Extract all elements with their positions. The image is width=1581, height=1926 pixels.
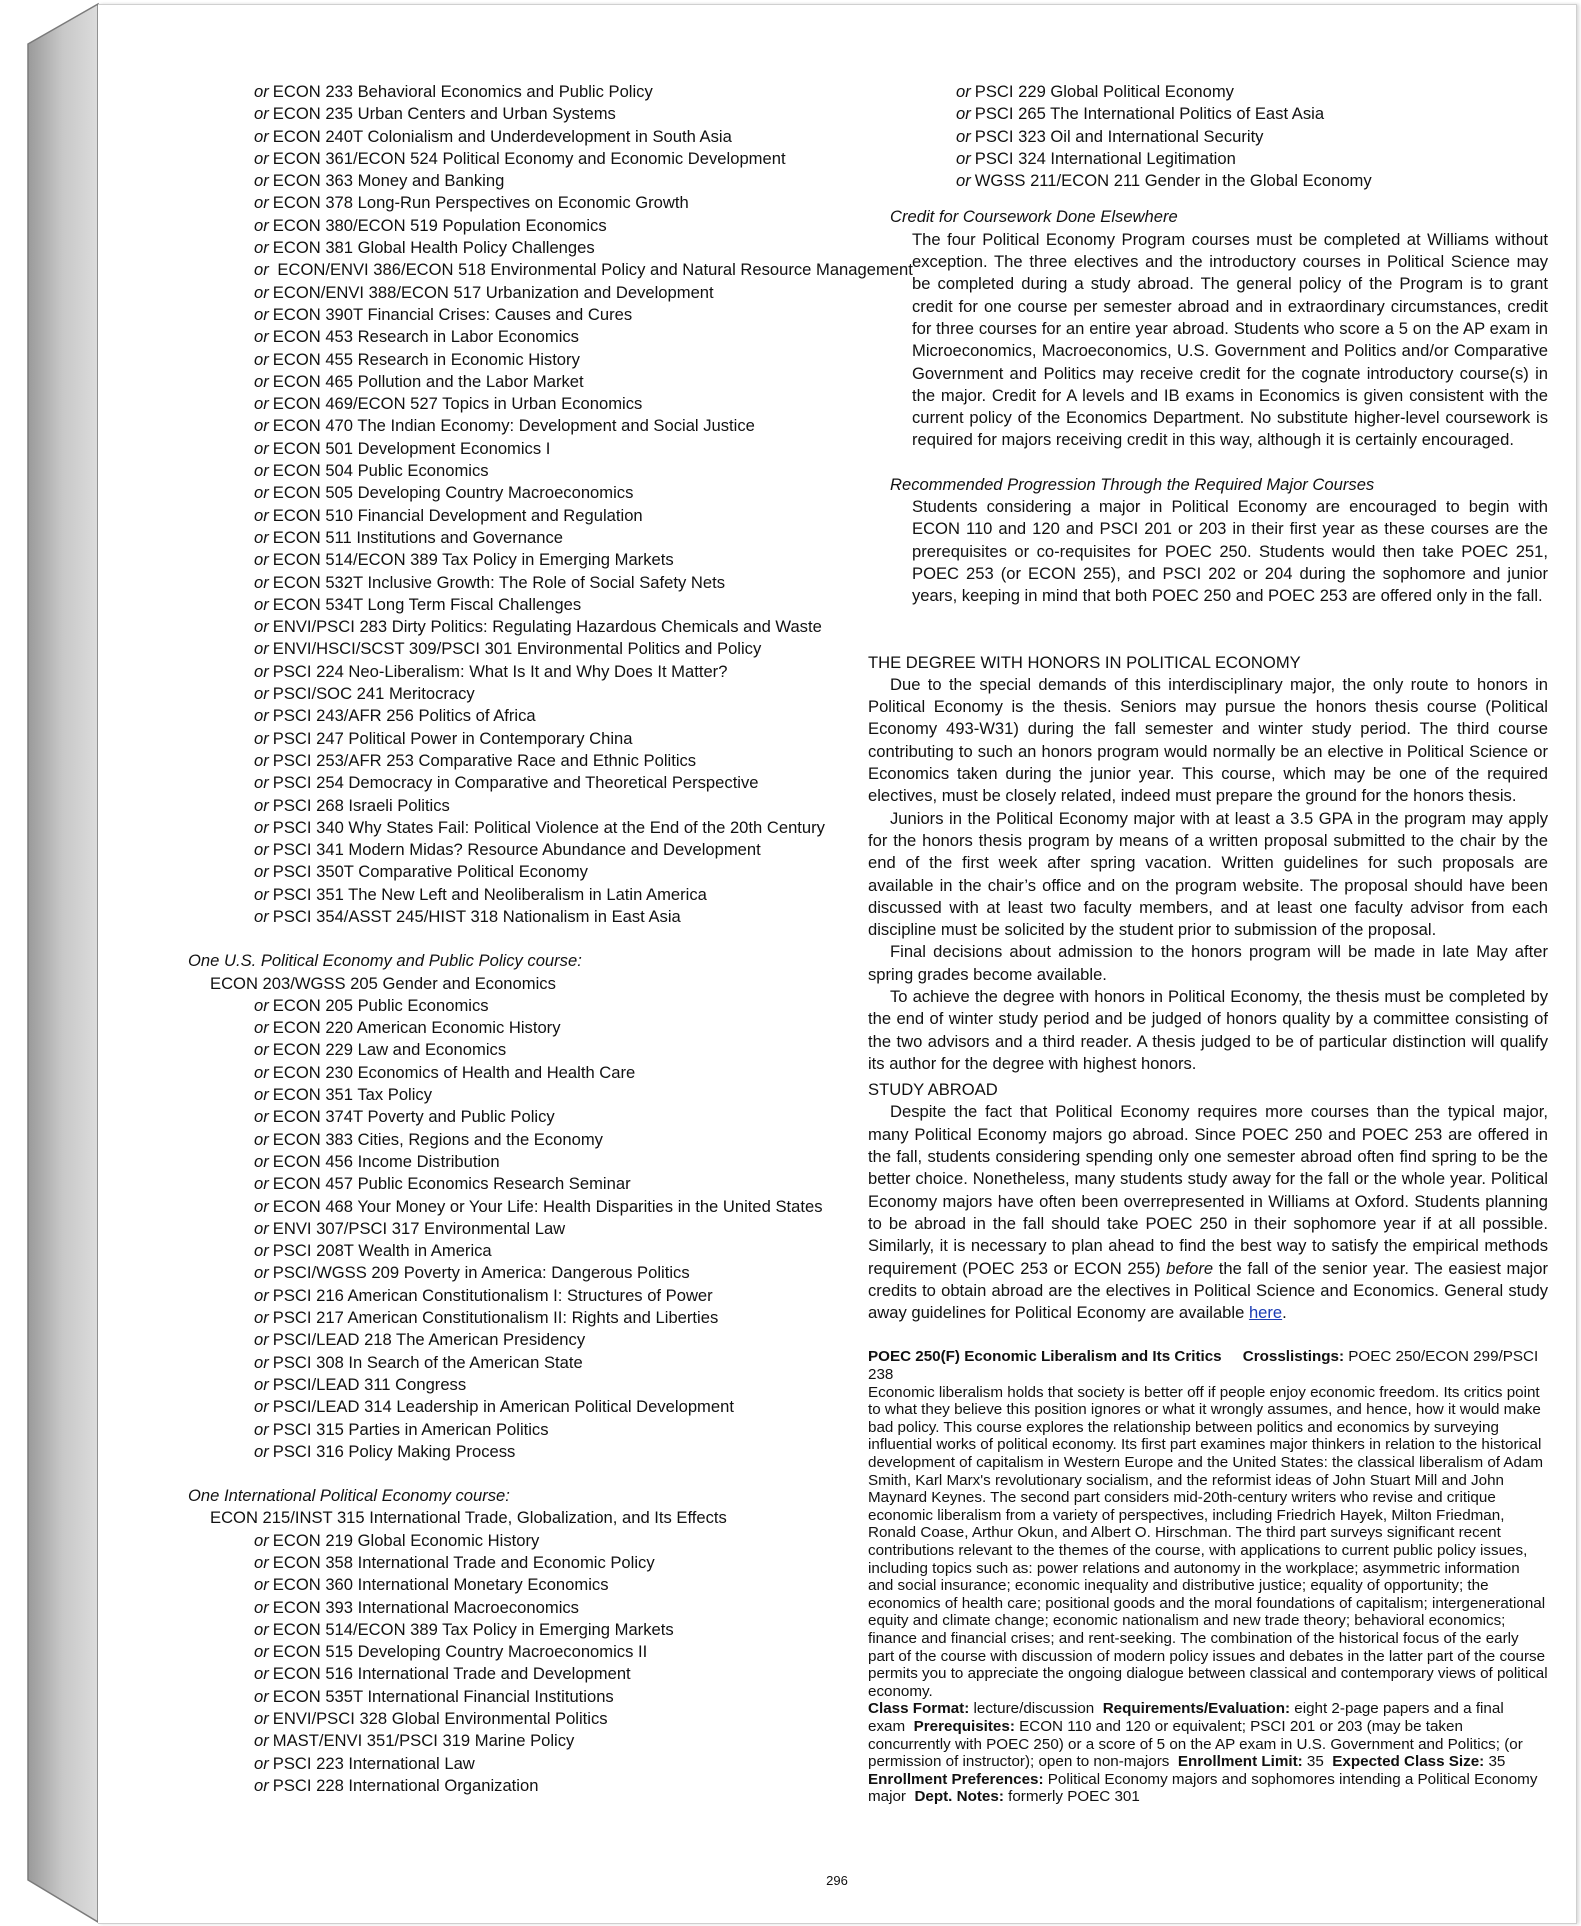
course-entry: ECON 515 Developing Country Macroeconomics II [272,1642,648,1662]
course-entry: ECON 456 Income Distribution [272,1151,500,1171]
course-entry: PSCI 208T Wealth in America [272,1241,492,1261]
course-entry: ECON 532T Inclusive Growth: The Role of Social Safety Nets [272,572,725,592]
course-entry: WGSS 211/ECON 211 Gender in the Global Economy [974,171,1372,191]
course-entry: PSCI 324 International Legitimation [974,148,1236,168]
or-label: or [956,171,971,191]
or-label: or [254,304,269,324]
course-entry: ECON 229 Law and Economics [272,1040,507,1060]
list-item [188,572,940,594]
list-item [188,1352,940,1374]
or-label: or [254,104,269,124]
or-label: or [254,327,269,347]
course-entry: ECON 505 Developing Country Macroeconomics [272,483,634,503]
progression-heading: Recommended Progression Through the Required Major Courses [890,474,1375,494]
page-number: 296 [826,1873,848,1888]
course-description: Economic liberalism holds that society is better off if people enjoy economic freedom. Its critics point to what they believe this position ignores or what it wrongly assumes, and hence, how it would make bad policy. This course explores the relationship between politics and economics by surveying influential works of political economy. Its first part examines major thinkers in relation to the historical development of capitalism in Western Europe and the United States: the classical liberalism of Adam Smith, Karl Marx's revolutionary socialism, and the reformist ideas of John Stuart Mill and John Maynard Keynes. The second part considers mid-20th-century writers who revise and critique economic liberalism from a variety of perspectives, including Friedrich Hayek, Milton Friedman, Ronald Coase, Arthur Okun, and Albert O. Hirschman. The third part surveys significant recent contributions relevant to the themes of the course, with applications to current public policy issues, including topics such as: power relations and autonomy in the workplace; asymmetric information and social insurance; economic inequality and distributive justice; equality of opportunity; the economics of health care; positional goods and the moral foundations of capitalism; intergenerational equity and climate change; economic nationalism and new trade theory; behavioral economics; finance and financial crises; and rent-seeking. The combination of the historical focus of the early part of the course with discussion of modern policy issues and debates in the latter part of the course permits you to appreciate the ongoing dialogue between classical and contemporary views of political economy. [868,1383,1548,1700]
list-item [188,1619,940,1641]
list-item [188,772,940,794]
list-item [188,215,940,237]
course-entry: ENVI 307/PSCI 317 Environmental Law [272,1218,566,1238]
list-item [188,795,940,817]
or-label: or [254,684,269,704]
list-item [188,728,940,750]
list-item [188,1530,940,1552]
or-label: or [254,817,269,837]
list-item [188,817,940,839]
or-label: or [254,1374,269,1394]
course-entry: ECON 504 Public Economics [272,461,489,481]
honors-paragraph-2: Juniors in the Political Economy major with at least a 3.5 GPA in the program may apply for the honors thesis program by means of a written proposal submitted to the chair by the end of the first week after spring vacation. Written guidelines for such proposals are available in the chair’s office and on the program website. The proposal should have been discussed with at least two faculty members, and at least one faculty advisor from each discipline must be solicited by the student prior to submission of the proposal. [868,808,1548,940]
list-item [188,1084,940,1106]
or-label: or [254,1597,269,1617]
list-item [188,1151,940,1173]
intl-section-heading: One International Political Economy course: [188,1486,510,1506]
or-label: or [254,1352,269,1372]
or-label: or [254,1218,269,1238]
course-entry: ECON 380/ECON 519 Population Economics [272,215,607,235]
course-entry: ECON 390T Financial Crises: Causes and Cures [272,304,633,324]
course-entry: ECON 469/ECON 527 Topics in Urban Economics [272,394,643,414]
or-label: or [254,1308,269,1328]
course-entry: PSCI 243/AFR 256 Politics of Africa [272,706,536,726]
list-item [188,884,940,906]
list-item [188,527,940,549]
or-label: or [254,1040,269,1060]
list-item [188,259,940,281]
course-entry: ECON 378 Long-Run Perspectives on Economic Growth [272,193,689,213]
list-item [868,148,1548,170]
list-item [188,326,940,348]
course-entry: ECON 511 Institutions and Governance [272,527,564,547]
list-item [188,1129,940,1151]
course-entry: ECON 361/ECON 524 Political Economy and Economic Development [272,148,786,168]
course-title: POEC 250(F) Economic Liberalism and Its Critics Crosslistings: POEC 250/ECON 299/PSCI 238 [868,1348,1539,1384]
list-item [188,282,940,304]
or-label: or [254,1174,269,1194]
or-label: or [254,527,269,547]
list-item [188,1062,940,1084]
or-label: or [254,995,269,1015]
intl-first-course: ECON 215/INST 315 International Trade, Globalization, and Its Effects [210,1508,727,1528]
list-item [188,1686,940,1708]
course-entry: PSCI 316 Policy Making Process [272,1441,516,1461]
course-entry: ECON/ENVI 386/ECON 518 Environmental Policy and Natural Resource Management [277,260,913,280]
or-label: or [254,1129,269,1149]
or-label: or [254,1085,269,1105]
course-entry: ECON 470 The Indian Economy: Development and Social Justice [272,416,755,436]
list-item [188,1106,940,1128]
or-label: or [254,260,269,280]
or-label: or [254,416,269,436]
or-label: or [254,1753,269,1773]
course-entry: PSCI 315 Parties in American Politics [272,1419,549,1439]
or-label: or [254,394,269,414]
list-item [188,1663,940,1685]
course-entry: PSCI 350T Comparative Political Economy [272,862,588,882]
honors-paragraph-3: Final decisions about admission to the honors program will be made in late May after spring grades become available. [868,942,1548,984]
course-entry: ECON 383 Cities, Regions and the Economy [272,1129,603,1149]
or-label: or [254,906,269,926]
course-entry: PSCI 253/AFR 253 Comparative Race and Ethnic Politics [272,750,697,770]
list-item [188,1552,940,1574]
list-item [188,1574,940,1596]
or-label: or [254,1151,269,1171]
or-label: or [254,461,269,481]
or-label: or [956,104,971,124]
list-item [188,170,940,192]
course-entry: PSCI 341 Modern Midas? Resource Abundance and Development [272,840,761,860]
or-label: or [254,1330,269,1350]
course-entry: PSCI/SOC 241 Meritocracy [272,684,475,704]
or-label: or [254,1575,269,1595]
or-label: or [254,1530,269,1550]
list-item [188,1374,940,1396]
credit-text: The four Political Economy Program courses must be completed at Williams without exception. The three electives and the introductory courses in Political Science may be completed during a study abroad. The general policy of the Program is to grant credit for one course per semester abroad and in extraordinary circumstances, credit for three courses for an entire year abroad. Students who score a 5 on the AP exam in Microeconomics, Macroeconomics, U.S. Government and Politics and/or Comparative Government and Politics may receive credit for the cognate introductory course(s) in the major. Credit for A levels and IB exams in Economics is given consistent with the current policy of the Economics Department. No substitute higher-level coursework is required for majors receiving credit in this way, although it is certainly encouraged. [912,229,1548,450]
list-item [188,1730,940,1752]
or-label: or [254,1619,269,1639]
course-entry: ENVI/HSCI/SCST 309/PSCI 301 Environmental Politics and Policy [272,639,762,659]
or-label: or [254,594,269,614]
progression-text: Students considering a major in Political Economy are encouraged to begin with ECON 110 and 120 and PSCI 201 or 203 in their first year as these courses are the prerequisites or co-requisites for POEC 250. Students would then take POEC 251, POEC 253 (or ECON 255), and PSCI 202 or 204 during the sophomore and junior years, keeping in mind that both POEC 250 and POEC 253 are offered only in the fall. [912,497,1548,606]
or-label: or [956,148,971,168]
course-entry: PSCI 247 Political Power in Contemporary China [272,728,633,748]
or-label: or [254,438,269,458]
or-label: or [254,171,269,191]
us-course-list [188,995,940,1463]
list-item [188,1775,940,1797]
book-spine-edge [0,0,100,1926]
course-entry: ENVI/PSCI 328 Global Environmental Politics [272,1709,608,1729]
course-entry: PSCI 265 The International Politics of East Asia [974,104,1325,124]
list-item [188,750,940,772]
course-entry: ECON 514/ECON 389 Tax Policy in Emerging Markets [272,1619,674,1639]
right-column [868,81,1548,1806]
study-abroad-text: Despite the fact that Political Economy requires more courses than the typical major, many Political Economy majors go abroad. Since POEC 250 and POEC 253 are offered in the fall, students considering spending only one semester abroad often find spring to be the better choice. Nonetheless, many students study away for the fall or the whole year. Political Economy majors have often been overrepresented in Williams at Oxford. Students planning to be abroad in the fall should take POEC 250 in their sophomore year if at all possible. Similarly, it is necessary to plan ahead to find the best way to satisfy the empirical methods requirement (POEC 253 or ECON 255) before the fall of the senior year. The easiest major credits to obtain abroad are the electives in Political Science and Economics. General study away guidelines for Political Economy are available here. [868,1102,1548,1323]
study-abroad-heading: STUDY ABROAD [868,1080,998,1100]
honors-heading: THE DEGREE WITH HONORS IN POLITICAL ECONOMY [868,652,1301,672]
course-entry: ECON 220 American Economic History [272,1018,561,1038]
course-entry: ECON 535T International Financial Institutions [272,1686,614,1706]
elective-list [188,81,940,259]
list-item [868,126,1548,148]
or-label: or [254,1285,269,1305]
list-item [188,103,940,125]
or-label: or [254,82,269,101]
us-first-course: ECON 203/WGSS 205 Gender and Economics [210,973,556,993]
or-label: or [254,840,269,860]
course-entry: PSCI 217 American Constitutionalism II: Rights and Liberties [272,1308,719,1328]
course-entry: ECON 455 Research in Economic History [272,349,580,369]
course-entry: ECON/ENVI 388/ECON 517 Urbanization and Development [272,282,714,302]
or-label: or [254,505,269,525]
or-label: or [254,728,269,748]
or-label: or [254,193,269,213]
or-label: or [254,550,269,570]
course-entry: MAST/ENVI 351/PSCI 319 Marine Policy [272,1731,575,1751]
or-label: or [254,1419,269,1439]
course-entry: ECON 205 Public Economics [272,995,489,1015]
list-item [188,371,940,393]
course-entry: PSCI 223 International Law [272,1753,475,1773]
course-entry: PSCI 254 Democracy in Comparative and Theoretical Perspective [272,773,759,793]
list-item [188,237,940,259]
list-item [188,482,940,504]
or-label: or [254,1553,269,1572]
credit-heading: Credit for Coursework Done Elsewhere [890,207,1178,227]
course-entry: ECON 374T Poverty and Public Policy [272,1107,555,1127]
list-item [188,304,940,326]
left-column [188,81,940,1797]
course-entry: ECON 516 International Trade and Development [272,1664,631,1684]
course-entry: PSCI 308 In Search of the American State [272,1352,583,1372]
course-entry: ECON 393 International Macroeconomics [272,1597,579,1617]
or-label: or [254,1397,269,1417]
or-label: or [254,126,269,146]
list-item [188,1753,940,1775]
intl-course-list [188,1530,940,1798]
list-item [188,1329,940,1351]
course-entry: ECON 235 Urban Centers and Urban Systems [272,104,616,124]
or-label: or [254,282,269,302]
list-item [868,170,1548,192]
list-item [188,1262,940,1284]
list-item [188,906,940,928]
course-entry: ECON 360 International Monetary Economics [272,1575,609,1595]
or-label: or [254,862,269,882]
elective-list [188,282,940,929]
course-entry: ECON 233 Behavioral Economics and Public Policy [272,82,653,101]
list-item [188,1396,940,1418]
list-item [188,192,940,214]
or-label: or [254,1642,269,1662]
honors-paragraph-1: Due to the special demands of this interdisciplinary major, the only route to honors in Political Economy is the thesis. Seniors may pursue the honors thesis course (Political Economy 493-W31) during the fall semester and winter study period. The third course contributing to such an honors program would normally be an elective in Political Science or Economics taken during the junior year. This course, which may be one of the required electives, must be closely related, indeed must prepare the ground for the honors thesis. [868,674,1548,806]
list-item [188,1708,940,1730]
list-item [188,661,940,683]
or-label: or [254,661,269,681]
or-label: or [254,706,269,726]
list-item [188,415,940,437]
course-entry: PSCI 351 The New Left and Neoliberalism in Latin America [272,884,707,904]
list-item [188,683,940,705]
or-label: or [254,617,269,637]
course-details: Class Format: lecture/discussion Requirements/Evaluation: eight 2-page papers and a final exam Prerequisites: ECON 110 and 120 or equivalent; PSCI 201 or 203 (may be taken concurrently with POEC 250) or a score of 5 on the AP exam in U.S. Government and Politics; (or permission of instructor); open to non-majors Enrollment Limit: 35 Expected Class Size: 35 Enrollment Preferences: Political Economy majors and sophomores intending a Political Economy major Dept. Notes: formerly POEC 301 [868,1700,1538,1806]
course-entry: ECON 514/ECON 389 Tax Policy in Emerging Markets [272,550,674,570]
list-item [188,995,940,1017]
or-label: or [254,371,269,391]
course-entry: ECON 358 International Trade and Economic Policy [272,1553,655,1572]
list-item [188,705,940,727]
or-label: or [956,82,971,101]
or-label: or [254,884,269,904]
or-label: or [254,572,269,592]
or-label: or [254,1775,269,1795]
list-item [188,839,940,861]
or-label: or [254,1196,269,1216]
list-item [868,103,1548,125]
course-entry: PSCI 229 Global Political Economy [974,82,1234,101]
course-entry: ECON 381 Global Health Policy Challenges [272,238,595,258]
list-item [188,594,940,616]
or-label: or [254,148,269,168]
list-item [188,81,940,103]
list-item [188,1039,940,1061]
course-entry: ECON 510 Financial Development and Regulation [272,505,643,525]
course-entry: ECON 351 Tax Policy [272,1085,433,1105]
course-entry: ECON 534T Long Term Fiscal Challenges [272,594,582,614]
course-entry: PSCI 228 International Organization [272,1775,539,1795]
or-label: or [254,750,269,770]
list-item [188,1240,940,1262]
list-item [188,1173,940,1195]
or-label: or [254,1686,269,1706]
or-label: or [254,1107,269,1127]
global-course-list [868,81,1548,192]
or-label: or [254,1263,269,1283]
list-item [188,1597,940,1619]
or-label: or [254,215,269,235]
course-entry: PSCI/LEAD 314 Leadership in American Political Development [272,1397,734,1417]
course-entry: ECON 501 Development Economics I [272,438,551,458]
or-label: or [254,795,269,815]
or-label: or [254,483,269,503]
list-item [188,549,940,571]
honors-paragraph-4: To achieve the degree with honors in Political Economy, the thesis must be completed by the end of winter study period and be judged of honors quality by a committee consisting of the two advisors and a third reader. A thesis judged to be of particular distinction will qualify its author for the degree with highest honors. [868,986,1548,1073]
course-entry: ECON 363 Money and Banking [272,171,505,191]
or-label: or [254,1241,269,1261]
course-entry: PSCI/WGSS 209 Poverty in America: Dangerous Politics [272,1263,690,1283]
or-label: or [254,1441,269,1461]
list-item [188,438,940,460]
list-item [188,1441,940,1463]
or-label: or [254,639,269,659]
course-entry: PSCI 354/ASST 245/HIST 318 Nationalism in East Asia [272,906,681,926]
course-entry: ECON 457 Public Economics Research Seminar [272,1174,631,1194]
list-item [868,81,1548,103]
document-page [98,4,1577,1924]
or-label: or [254,1062,269,1082]
or-label: or [254,1664,269,1684]
list-item [188,1196,940,1218]
course-entry: PSCI/LEAD 311 Congress [272,1374,467,1394]
or-label: or [956,126,971,146]
list-item [188,393,940,415]
list-item [188,1419,940,1441]
list-item [188,349,940,371]
us-section-heading: One U.S. Political Economy and Public Policy course: [188,951,582,971]
list-item [188,1641,940,1663]
study-away-link[interactable]: here [1248,1303,1283,1323]
list-item [188,460,940,482]
or-label: or [254,1709,269,1729]
course-entry: ECON 219 Global Economic History [272,1530,540,1550]
or-label: or [254,349,269,369]
list-item [188,616,940,638]
course-entry: PSCI 216 American Constitutionalism I: Structures of Power [272,1285,713,1305]
course-entry: ECON 230 Economics of Health and Health Care [272,1062,636,1082]
course-entry: PSCI 224 Neo-Liberalism: What Is It and Why Does It Matter? [272,661,728,681]
list-item [188,148,940,170]
course-entry: ECON 240T Colonialism and Underdevelopment in South Asia [272,126,732,146]
list-item [188,505,940,527]
course-entry: ENVI/PSCI 283 Dirty Politics: Regulating Hazardous Chemicals and Waste [272,617,822,637]
list-item [188,638,940,660]
list-item [188,1285,940,1307]
or-label: or [254,1018,269,1038]
course-entry: PSCI 340 Why States Fail: Political Violence at the End of the 20th Century [272,817,825,837]
list-item [188,1017,940,1039]
course-entry: ECON 465 Pollution and the Labor Market [272,371,584,391]
or-label: or [254,1731,269,1751]
course-entry: PSCI 268 Israeli Politics [272,795,450,815]
course-entry: ECON 468 Your Money or Your Life: Health Disparities in the United States [272,1196,823,1216]
course-entry: PSCI/LEAD 218 The American Presidency [272,1330,586,1350]
course-entry: ECON 453 Research in Labor Economics [272,327,579,347]
list-item [188,126,940,148]
or-label: or [254,773,269,793]
list-item [188,861,940,883]
or-label: or [254,238,269,258]
course-entry: PSCI 323 Oil and International Security [974,126,1264,146]
list-item [188,1307,940,1329]
list-item [188,1218,940,1240]
